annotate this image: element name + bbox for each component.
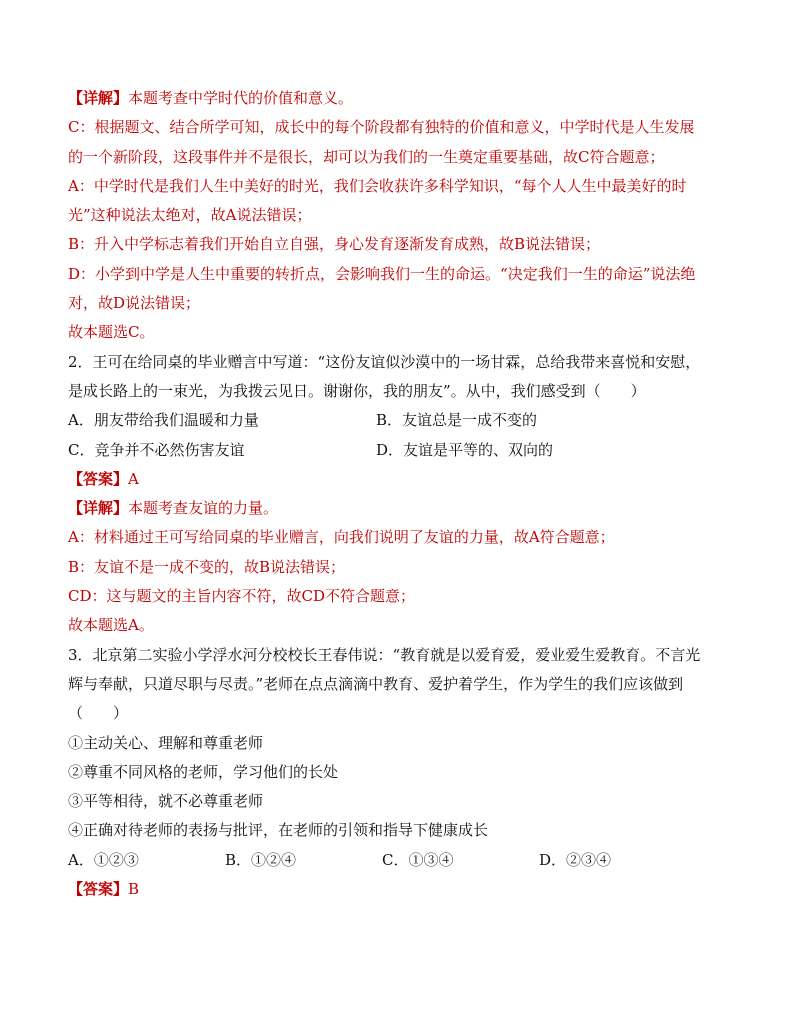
q2-option-b: B．友谊总是一成不变的 xyxy=(376,411,538,430)
q1-conclusion: 故本题选C。 xyxy=(68,323,155,342)
q2-answer xyxy=(68,469,728,498)
q1-b-line: B：升入中学标志着我们开始自立自强，身心发育逐渐发育成熟，故B说法错误； xyxy=(68,235,601,254)
explain-summary: 本题考查友谊的力量。 xyxy=(128,499,279,518)
q2-a-line: A：材料通过王可写给同桌的毕业赠言，向我们说明了友谊的力量，故A符合题意； xyxy=(68,528,615,547)
q3-stem-line-2: 辉与奉献，只道尽职与尽责。”老师在点点滴滴中教育、爱护着学生，作为学生的我们应该做到 xyxy=(68,674,684,693)
q1-d-line-1: D：小学到中学是人生中重要的转折点，会影响我们一生的命运。“决定我们一生的命运”说法绝 xyxy=(68,264,696,283)
q1-d-line-2: 对，故D说法错误； xyxy=(68,294,201,313)
q2-option-a: A．朋友带给我们温暖和力量 xyxy=(68,411,259,430)
explain-tag: 【详解】 xyxy=(68,499,129,518)
explain-tag: 【详解】 xyxy=(68,89,129,107)
answer-tag: 【答案】 xyxy=(68,880,129,899)
answer-value: B xyxy=(128,880,140,899)
q3-options-row xyxy=(68,850,728,879)
q2-conclusion: 故本题选A。 xyxy=(68,616,154,635)
q3-item-1: ①主动关心、理解和尊重老师 xyxy=(68,733,264,752)
q2-options-row-1 xyxy=(68,410,728,439)
q2-options-row-2 xyxy=(68,440,728,469)
q3-answer xyxy=(68,879,728,908)
answer-value: A xyxy=(128,469,139,488)
q2-b-line: B：友谊不是一成不变的，故B说法错误； xyxy=(68,557,346,576)
q1-c-line-1: C：根据题文、结合所学可知，成长中的每个阶段都有独特的价值和意义，中学时代是人生发展 xyxy=(68,118,695,137)
q1-explain-heading xyxy=(68,88,728,117)
q2-stem-line-2: 是成长路上的一束光，为我拨云见日。谢谢你，我的朋友”。从中，我们感受到（ ） xyxy=(68,381,646,400)
q3-option-a: A．①②③ xyxy=(68,850,139,869)
document-page xyxy=(68,88,728,908)
q3-item-3: ③平等相待，就不必尊重老师 xyxy=(68,792,264,811)
q3-item-2: ②尊重不同风格的老师，学习他们的长处 xyxy=(68,762,339,781)
q2-stem-line-1: 2．王可在给同桌的毕业赠言中写道：“这份友谊似沙漠中的一场甘霖，总给我带来喜悦和安慰， xyxy=(68,352,701,371)
q3-stem-line-1: 3．北京第二实验小学浮水河分校校长王春伟说：“教育就是以爱育爱，爱业爱生爱教育。不言光 xyxy=(68,645,701,664)
q3-option-d: D．②③④ xyxy=(539,850,612,869)
q3-item-4: ④正确对待老师的表扬与批评，在老师的引领和指导下健康成长 xyxy=(68,821,489,840)
q3-option-c: C．①③④ xyxy=(382,850,454,869)
q1-a-line-2: 光”这种说法太绝对，故A说法错误； xyxy=(68,206,312,225)
q2-cd-line: CD：这与题文的主旨内容不符，故CD不符合题意； xyxy=(68,587,416,606)
explain-summary: 本题考查中学时代的价值和意义。 xyxy=(128,89,354,107)
q2-option-d: D．友谊是平等的、双向的 xyxy=(376,440,554,459)
q1-a-line-1: A：中学时代是我们人生中美好的时光，我们会收获许多科学知识，“每个人人生中最美好的时 xyxy=(68,176,687,195)
q2-option-c: C．竞争并不必然伤害友谊 xyxy=(68,440,245,459)
answer-tag: 【答案】 xyxy=(68,469,129,488)
q2-explain-heading xyxy=(68,498,728,527)
q3-option-b: B．①②④ xyxy=(225,850,297,869)
q1-c-line-2: 的一个新阶段，这段事件并不是很长，却可以为我们的一生奠定重要基础，故C符合题意； xyxy=(68,147,665,166)
q3-stem-line-3: （ ） xyxy=(68,704,129,723)
